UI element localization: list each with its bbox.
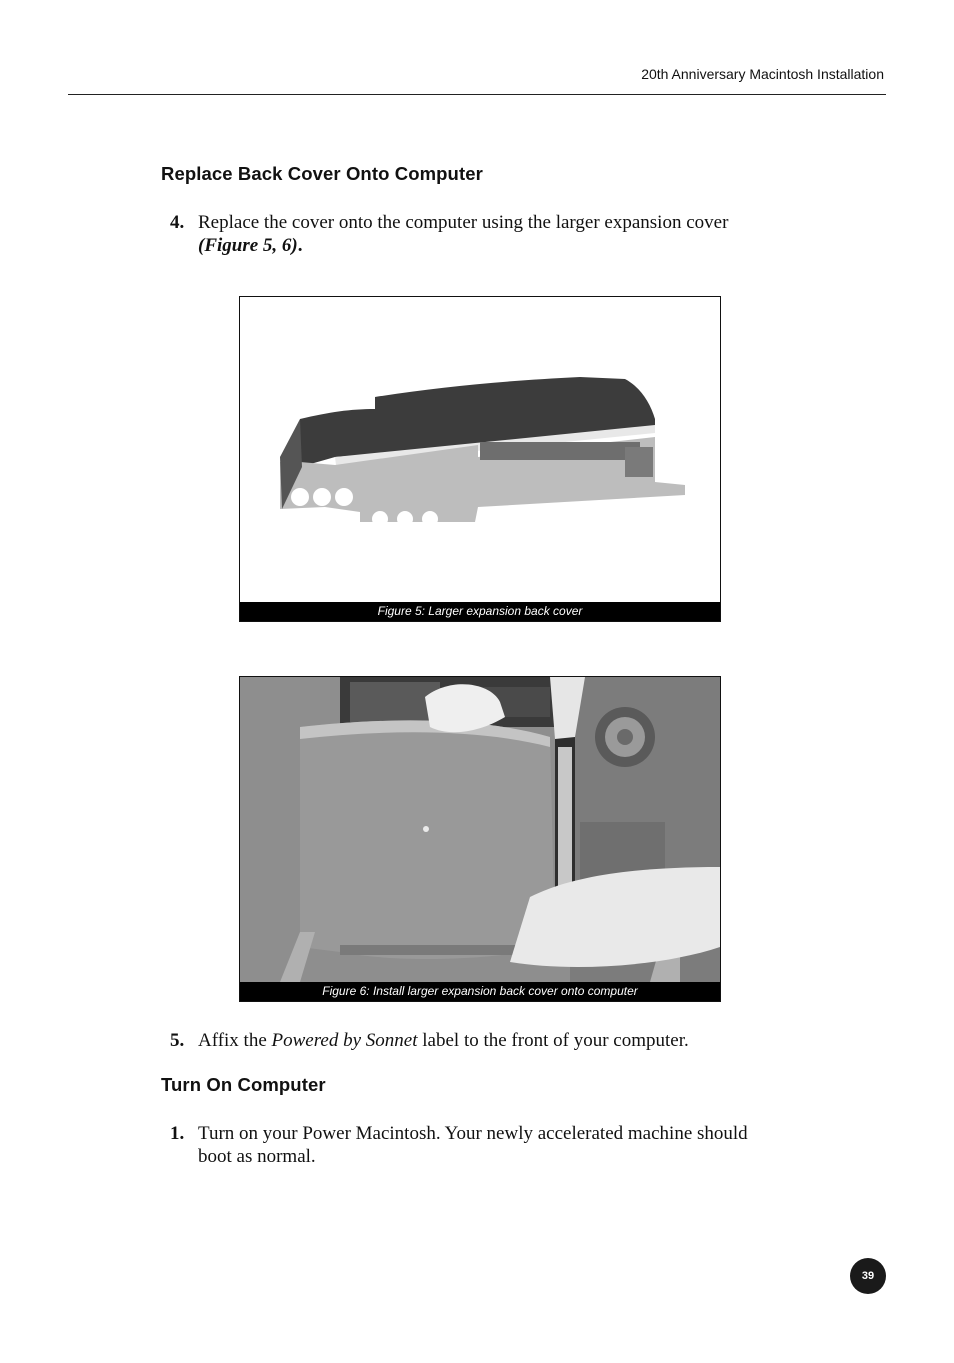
label-name: Powered by Sonnet <box>271 1030 418 1051</box>
figure-6 <box>239 676 721 1002</box>
section-heading-turn-on: Turn On Computer <box>161 1074 326 1095</box>
figure-6-caption: Figure 6: Install larger expansion back cover onto computer <box>240 982 720 1001</box>
figure-5-caption: Figure 5: Larger expansion back cover <box>240 602 720 621</box>
step-text: Turn on your Power Macintosh. Your newly accelerated machine should boot as normal. <box>198 1123 748 1167</box>
header-rule <box>68 94 886 95</box>
page-number-badge: 39 <box>850 1258 886 1294</box>
figure-5 <box>239 296 721 622</box>
step-number: 4. <box>170 212 185 233</box>
back-cover-photo <box>240 297 720 602</box>
step-number: 5. <box>170 1030 185 1051</box>
install-cover-photo <box>240 677 720 982</box>
step-text: Affix the Powered by Sonnet label to the front of your computer. <box>198 1030 689 1051</box>
step-number: 1. <box>170 1123 185 1144</box>
step-text: Replace the cover onto the computer using the larger expansion cover (Figure 5, 6). <box>198 212 729 256</box>
page-header-title: 20th Anniversary Macintosh Installation <box>641 66 884 82</box>
figure-reference: (Figure 5, 6) <box>198 235 298 256</box>
section-heading-replace-cover: Replace Back Cover Onto Computer <box>161 163 483 184</box>
